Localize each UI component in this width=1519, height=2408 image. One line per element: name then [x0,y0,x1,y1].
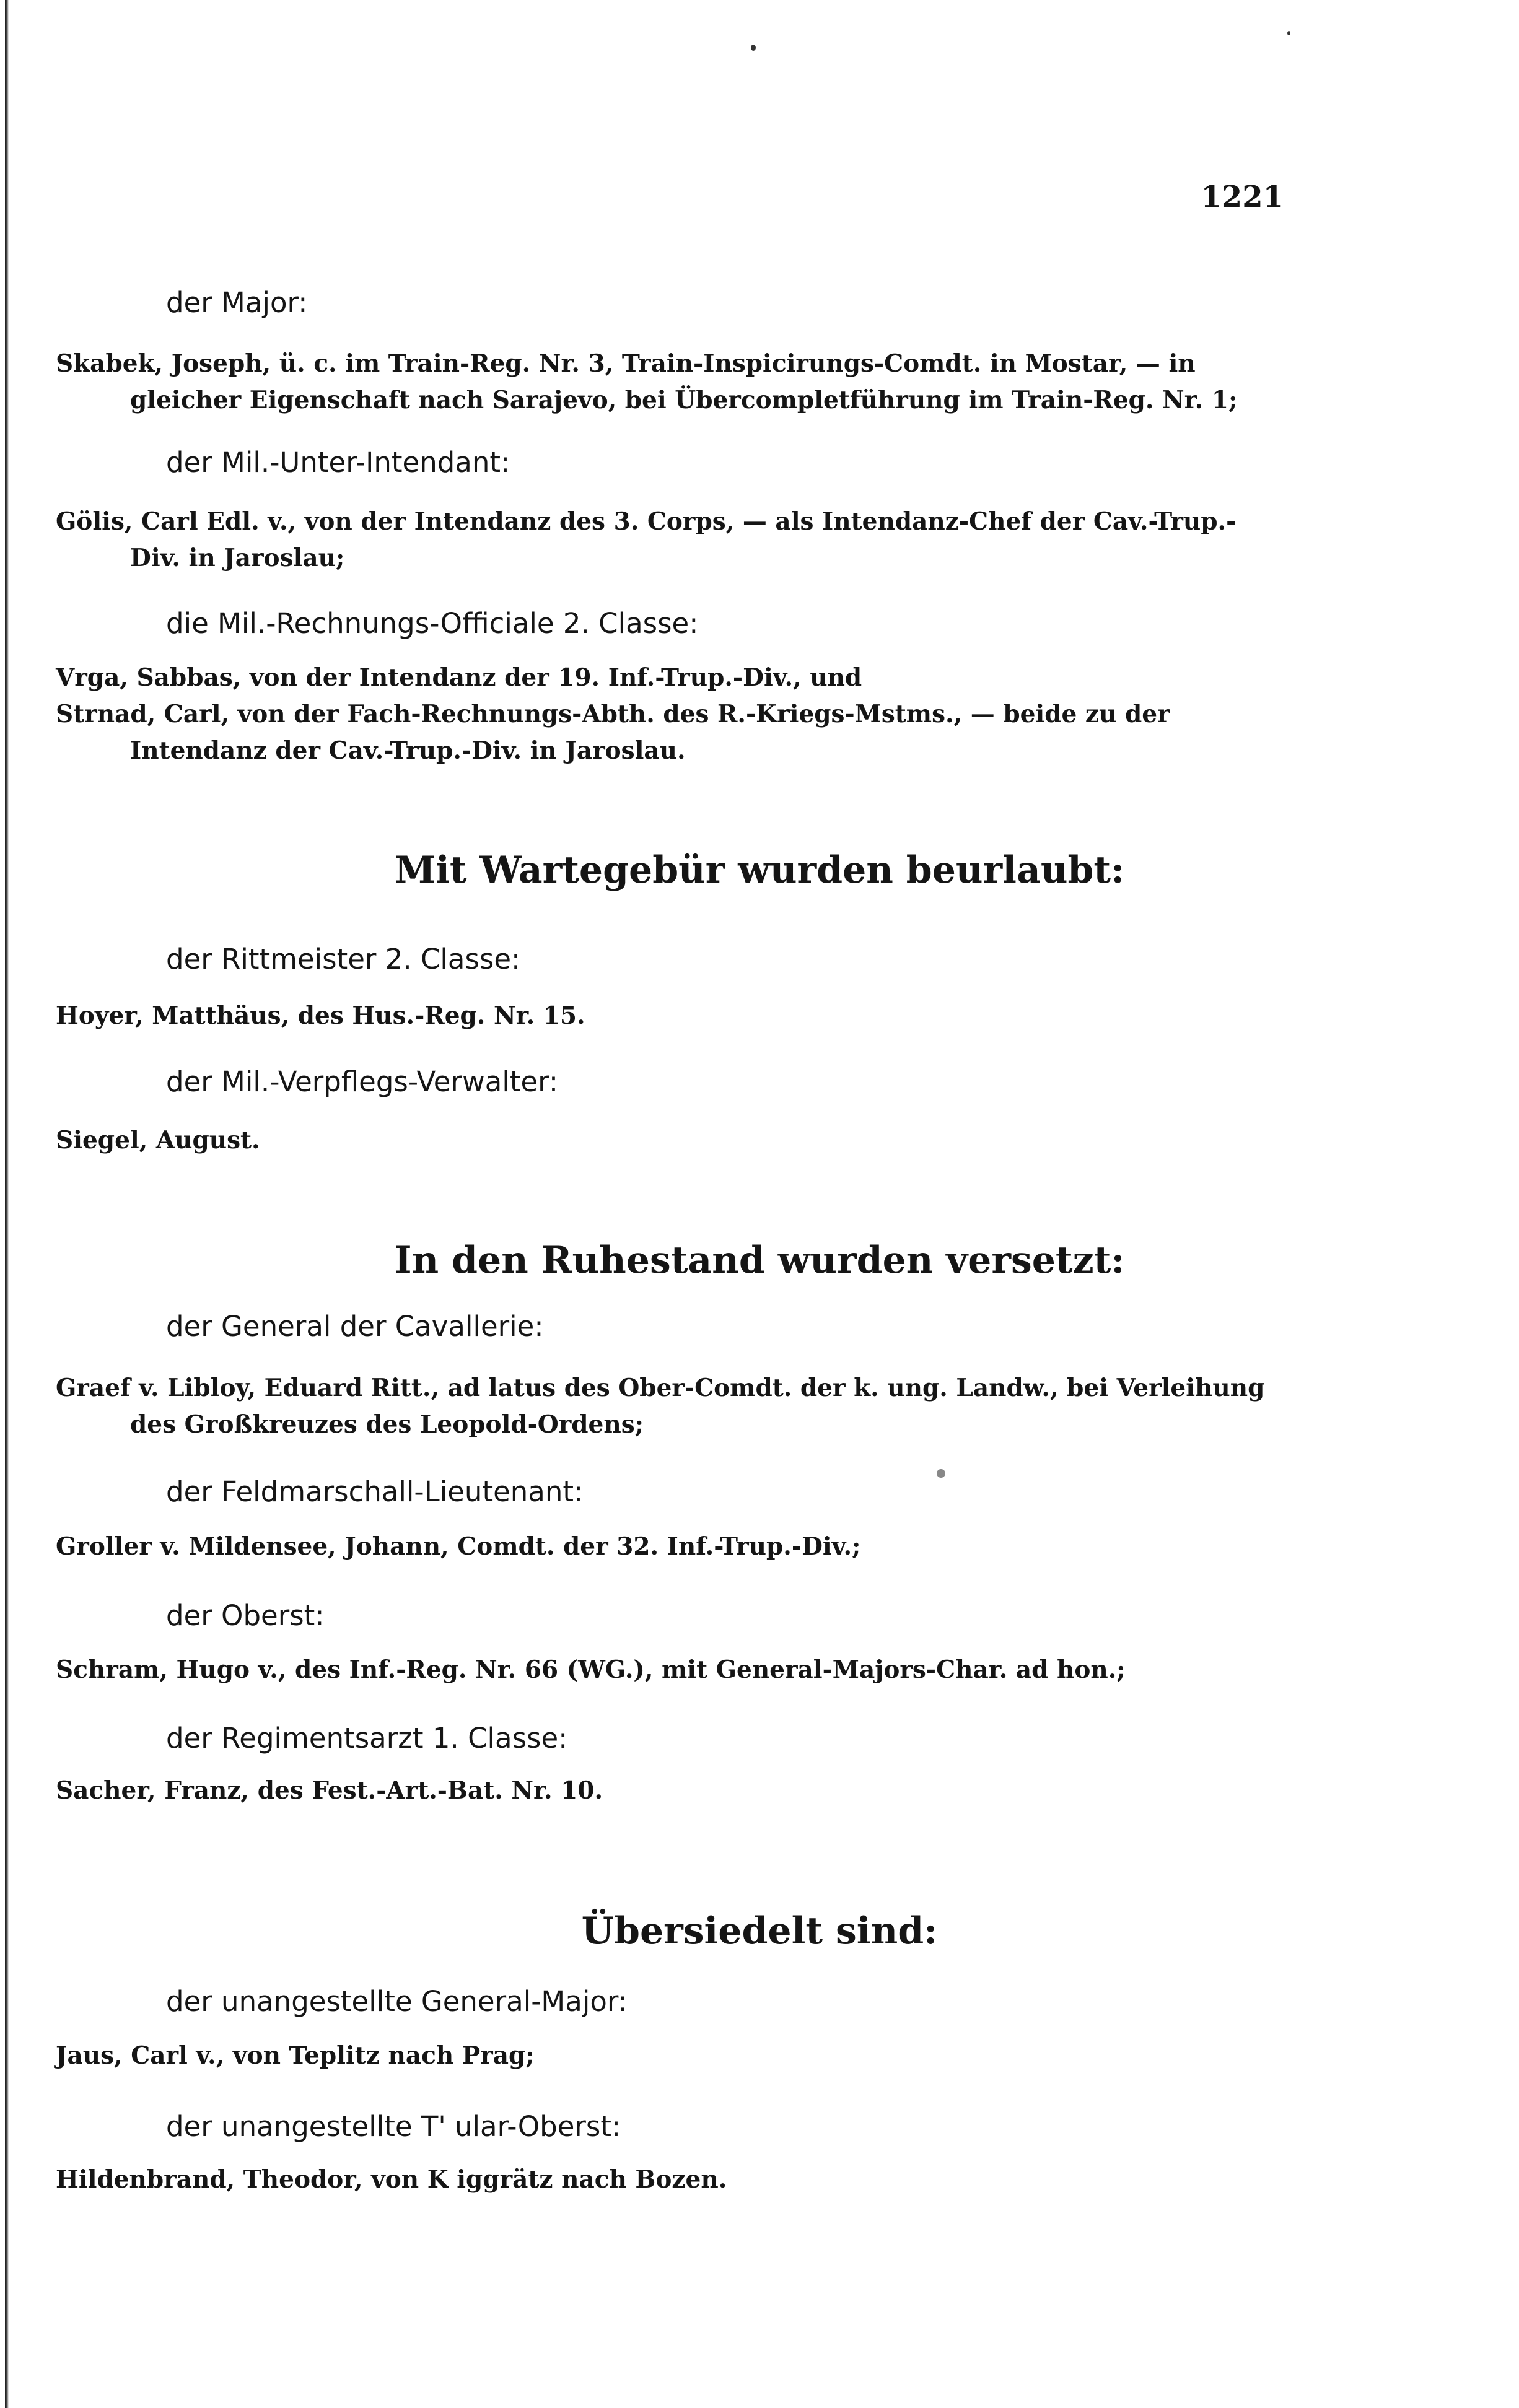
entry-line: Hoyer, Matthäus, des Hus.-Reg. Nr. 15. [56,1001,585,1030]
print-speck [751,45,756,51]
entry-line: Schram, Hugo v., des Inf.-Reg. Nr. 66 (WG.), mit General-Majors-Char. ad hon.; [56,1656,1126,1684]
entry-line: Hildenbrand, Theodor, von K iggrätz nach Bozen. [56,2165,727,2194]
rank-label-verpflegs-verwalter: der Mil.-Verpflegs-Verwalter: [166,1065,559,1098]
entry-line: Div. in Jaroslau; [130,544,345,572]
entry-siegel [56,1122,1285,1159]
rank-label-general-der-cavallerie: der General der Cavallerie: [166,1310,544,1343]
print-speck [1287,31,1290,35]
rank-label-rechnungs-officiale: die Mil.-Rechnungs-Officiale 2. Classe: [166,607,699,640]
entry-sacher [56,1773,1285,1809]
section-heading-wartegebuer: Mit Wartegebür wurden beurlaubt: [394,848,1125,892]
entry-line: Strnad, Carl, von der Fach-Rechnungs-Abth. des R.-Kriegs-Mstms., — beide zu der [56,700,1170,728]
page-edge-shadow [5,0,9,2408]
entry-vrga-strnad [56,660,1285,769]
section-heading-uebersiedelt: Übersiedelt sind: [581,1909,938,1953]
entry-graef [56,1370,1285,1443]
entry-groller [56,1529,1285,1565]
entry-schram [56,1652,1285,1688]
page-number: 1221 [1201,180,1284,214]
entry-line: des Großkreuzes des Leopold-Ordens; [130,1410,644,1439]
entry-line: Siegel, August. [56,1126,260,1154]
section-heading-ruhestand: In den Ruhestand wurden versetzt: [394,1239,1125,1282]
rank-label-unangestellte-titular-oberst: der unangestellte T' ular-Oberst: [166,2110,621,2143]
entry-line: gleicher Eigenschaft nach Sarajevo, bei Übercompletführung im Train-Reg. Nr. 1; [130,386,1238,414]
rank-label-mil-unter-intendant: der Mil.-Unter-Intendant: [166,446,510,479]
print-speck [937,1469,945,1478]
entry-line: Jaus, Carl v., von Teplitz nach Prag; [56,2041,535,2070]
entry-line: Intendanz der Cav.-Trup.-Div. in Jaroslau. [130,736,686,765]
entry-line: Vrga, Sabbas, von der Intendanz der 19. Inf.-Trup.-Div., und [56,663,862,692]
rank-label-unangestellte-general-major: der unangestellte General-Major: [166,1985,628,2018]
rank-label-feldmarschall-lieutenant: der Feldmarschall-Lieutenant: [166,1475,584,1508]
entry-golis [56,504,1285,577]
entry-hoyer [56,998,1285,1034]
entry-skabek [56,346,1285,419]
entry-hildenbrand [56,2162,1285,2198]
rank-label-rittmeister: der Rittmeister 2. Classe: [166,943,521,975]
entry-line: Gölis, Carl Edl. v., von der Intendanz des 3. Corps, — als Intendanz-Chef der Cav.-Trup.- [56,507,1237,536]
rank-label-oberst: der Oberst: [166,1599,325,1632]
rank-label-regimentsarzt: der Regimentsarzt 1. Classe: [166,1722,568,1755]
entry-line: Graef v. Libloy, Eduard Ritt., ad latus des Ober-Comdt. der k. ung. Landw., bei Verleihung [56,1374,1265,1402]
entry-line: Groller v. Mildensee, Johann, Comdt. der 32. Inf.-Trup.-Div.; [56,1532,861,1561]
entry-jaus [56,2038,1285,2074]
rank-label-major: der Major: [166,286,308,319]
entry-line: Sacher, Franz, des Fest.-Art.-Bat. Nr. 10. [56,1776,603,1805]
entry-line: Skabek, Joseph, ü. c. im Train-Reg. Nr. 3, Train-Inspicirungs-Comdt. in Mostar, — in [56,349,1196,378]
